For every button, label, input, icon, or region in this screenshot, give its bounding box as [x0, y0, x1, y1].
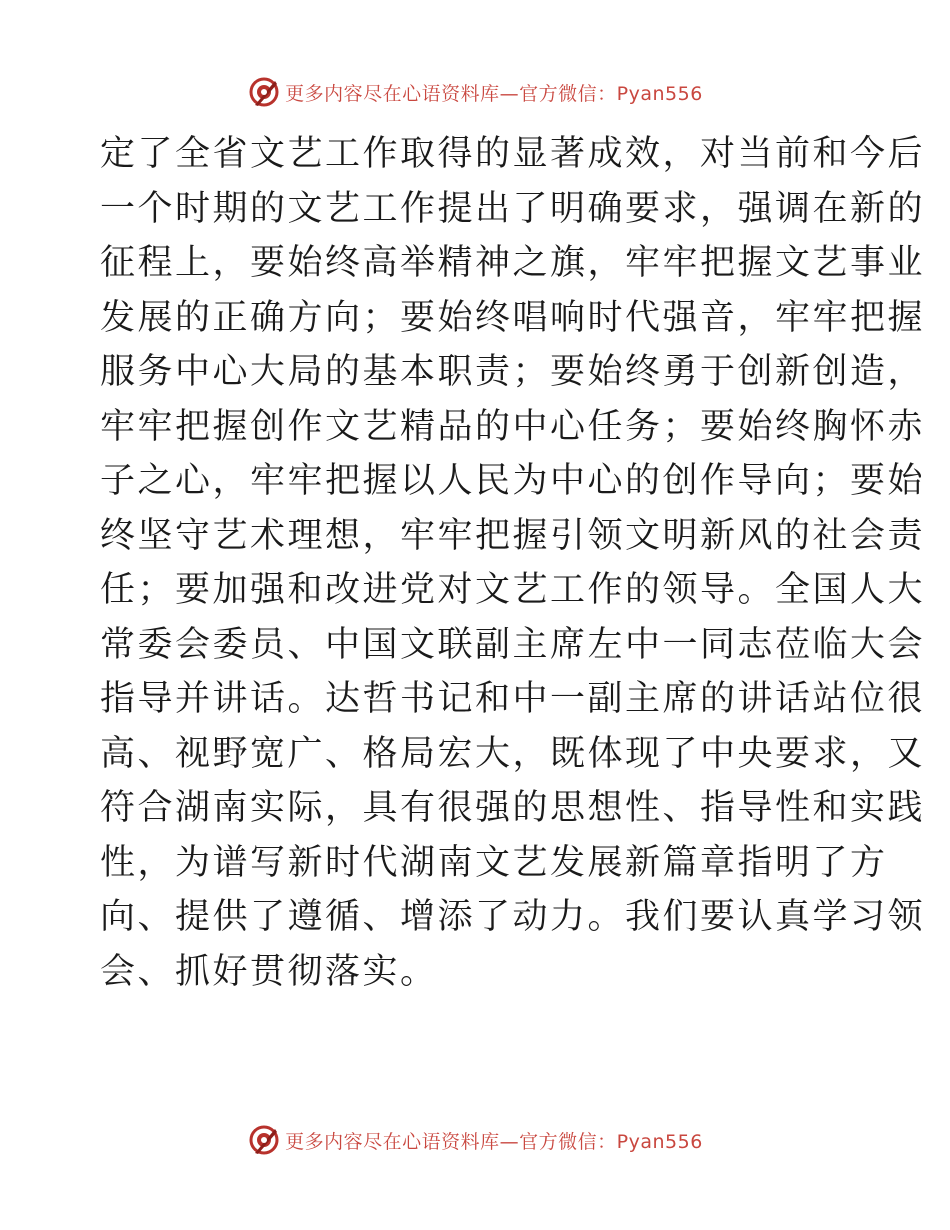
header-banner	[0, 72, 950, 112]
body-line: 发展的正确方向；要始终唱响时代强音，牢牢把握	[100, 297, 926, 338]
body-line: 指导并讲话。达哲书记和中一副主席的讲话站位很	[100, 679, 926, 719]
body-line: 一个时期的文艺工作提出了明确要求，强调在新的	[100, 188, 926, 229]
body-line: 征程上，要始终高举精神之旗，牢牢把握文艺事业	[100, 243, 926, 283]
quill-logo-icon	[247, 1123, 281, 1157]
body-line: 会、抓好贯彻落实。	[100, 951, 438, 992]
body-line: 子之心，牢牢把握以人民为中心的创作导向；要始	[100, 461, 926, 501]
body-line: 高、视野宽广、格局宏大，既体现了中央要求，又	[100, 733, 926, 774]
footer-banner-text: 更多内容尽在心语资料库—官方微信：Pyan556	[285, 1130, 703, 1153]
body-line: 服务中心大局的基本职责；要始终勇于创新创造，	[100, 352, 926, 392]
footer-banner	[0, 1120, 950, 1160]
header-banner-text: 更多内容尽在心语资料库—官方微信：Pyan556	[285, 82, 703, 105]
quill-logo-icon	[247, 75, 281, 109]
body-line: 终坚守艺术理想，牢牢把握引领文明新风的社会责	[100, 515, 926, 556]
body-line: 牢牢把握创作文艺精品的中心任务；要始终胸怀赤	[100, 406, 926, 447]
body-line: 任；要加强和改进党对文艺工作的领导。全国人大	[100, 570, 926, 610]
body-line: 定了全省文艺工作取得的显著成效，对当前和今后	[100, 134, 926, 174]
body-line: 性，为谱写新时代湖南文艺发展新篇章指明了方	[100, 842, 888, 883]
body-line: 向、提供了遵循、增添了动力。我们要认真学习领	[100, 897, 926, 937]
body-line: 符合湖南实际，具有很强的思想性、指导性和实践	[100, 788, 926, 828]
document-body	[100, 127, 926, 999]
body-line: 常委会委员、中国文联副主席左中一同志莅临大会	[100, 624, 926, 665]
